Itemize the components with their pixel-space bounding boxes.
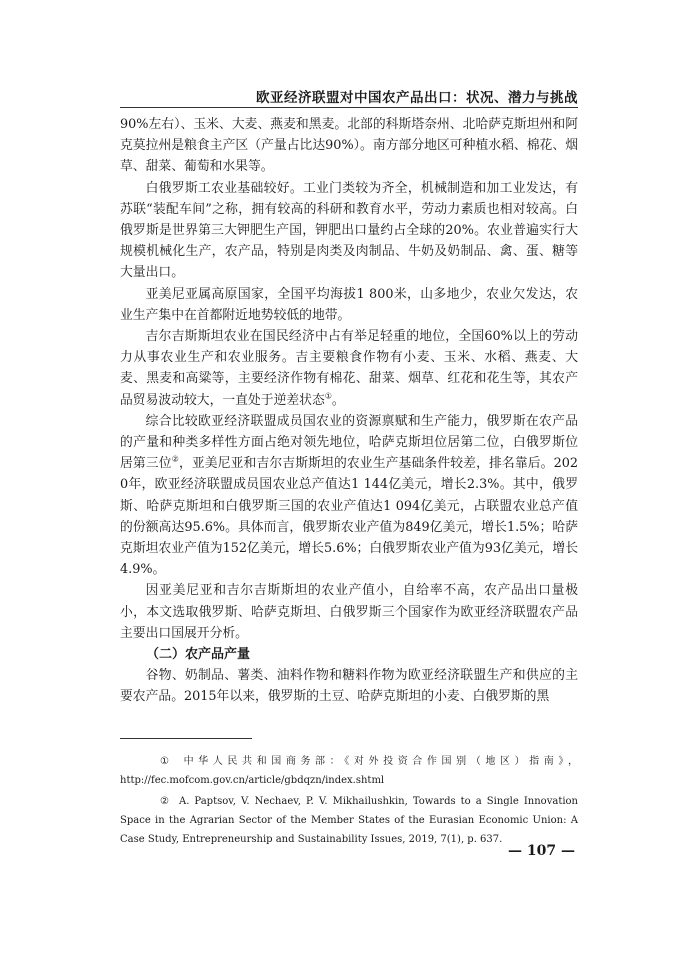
footnote-2-mark: ② [160,796,169,807]
footnote-2-text: A. Paptsov, V. Nechaev, P. V. Mikhailushkin, Towards to a Single Innovation Space in the Agrarian Sector of the Member States of the Eurasian Economic Union: A Case Study, Entrepreneurship and Sustainability Issues, 2019, 7(1), p. 637. [120,796,578,845]
paragraph-armenia: 亚美尼亚属高原国家，全国平均海拔1 800米，山多地少，农业欠发达，农业生产集中在首都附近地势较低的地带。 [120,286,578,323]
footnote-ref-1[interactable]: ① [324,391,332,401]
footnote-1-text: 中华人民共和国商务部：《对外投资合作国别（地区）指南》，http://fec.mofcom.gov.cn/article/gbdqzn/index.shtml [120,756,578,786]
footnote-1 [120,752,578,790]
paragraph-comparison-text-b: ，亚美尼亚和吉尔吉斯斯坦的农业生产基础条件较差，排名靠后。2020年，欧亚经济联盟成员国农业总产值达1 144亿美元，增长2.3%。其中，俄罗斯、哈萨克斯坦和白俄罗斯三国的农业产值达1 094亿美元，占联盟农业总产值的份额高达95.6%。具体而言，俄罗斯农业产值为849亿美元，增长1.5%；哈萨克斯坦农业产值为152亿美元，增长5.6%；白俄罗斯农业产值为93亿美元，增长4.9%。 [120,456,578,578]
paragraph-kyrgyzstan-text: 吉尔吉斯斯坦农业在国民经济中占有举足轻重的地位，全国60%以上的劳动力从事农业生产和农业服务。吉主要粮食作物有小麦、玉米、水稻、燕麦、大麦、黑麦和高粱等，主要经济作物有棉花、甜菜、烟草、红花和花生等，其农产品贸易波动较大，一直处于逆差状态 [120,329,578,408]
footnote-rule [120,738,252,739]
footnote-2 [120,792,578,849]
section-heading: （二）农产品产量 [146,647,251,663]
paragraph-comparison-text-a: 综合比较欧亚经济联盟成员国农业的资源禀赋和生产能力，俄罗斯在农产品的产量和种类多样性方面占绝对领先地位，哈萨克斯坦位居第二位，白俄罗斯位居第三位 [120,413,578,472]
footnotes [120,752,578,851]
page-number: — 107 — [508,843,575,859]
paragraph-products: 谷物、奶制品、薯类、油料作物和糖料作物为欧亚经济联盟生产和供应的主要农产品。2015年以来，俄罗斯的土豆、哈萨克斯坦的小麦、白俄罗斯的黑 [120,668,578,705]
body-text [120,114,578,708]
paragraph-kyrgyzstan-end: 。 [331,392,345,408]
paragraph-grain-regions: 90%左右）、玉米、大麦、燕麦和黑麦。北部的科斯塔奈州、北哈萨克斯坦州和阿克莫拉州是粮食主产区（产量占比达90%）。南方部分地区可种植水稻、棉花、烟草、甜菜、葡萄和水果等。 [120,117,578,175]
paragraph-comparison [120,411,578,581]
paragraph-belarus: 白俄罗斯工农业基础较好。工业门类较为齐全，机械制造和加工业发达，有苏联“装配车间”之称，拥有较高的科研和教育水平，劳动力素质也相对较高。白俄罗斯是世界第三大钾肥生产国，钾肥出口量约占全球的20%。农业普遍实行大规模机械化生产，农产品，特别是肉类及肉制品、牛奶及奶制品、禽、蛋、糖等大量出口。 [120,180,578,281]
footnote-ref-2[interactable]: ② [171,454,179,464]
running-header-title: 欧亚经济联盟对中国农产品出口：状况、潜力与挑战 [256,90,578,106]
footnote-1-mark: ① [160,756,169,767]
paragraph-selection: 因亚美尼亚和吉尔吉斯斯坦的农业产值小，自给率不高，农产品出口量极小，本文选取俄罗斯、哈萨克斯坦、白俄罗斯三个国家作为欧亚经济联盟农产品主要出口国展开分析。 [120,583,578,641]
header-rule [120,107,578,108]
paragraph-kyrgyzstan [120,326,578,411]
